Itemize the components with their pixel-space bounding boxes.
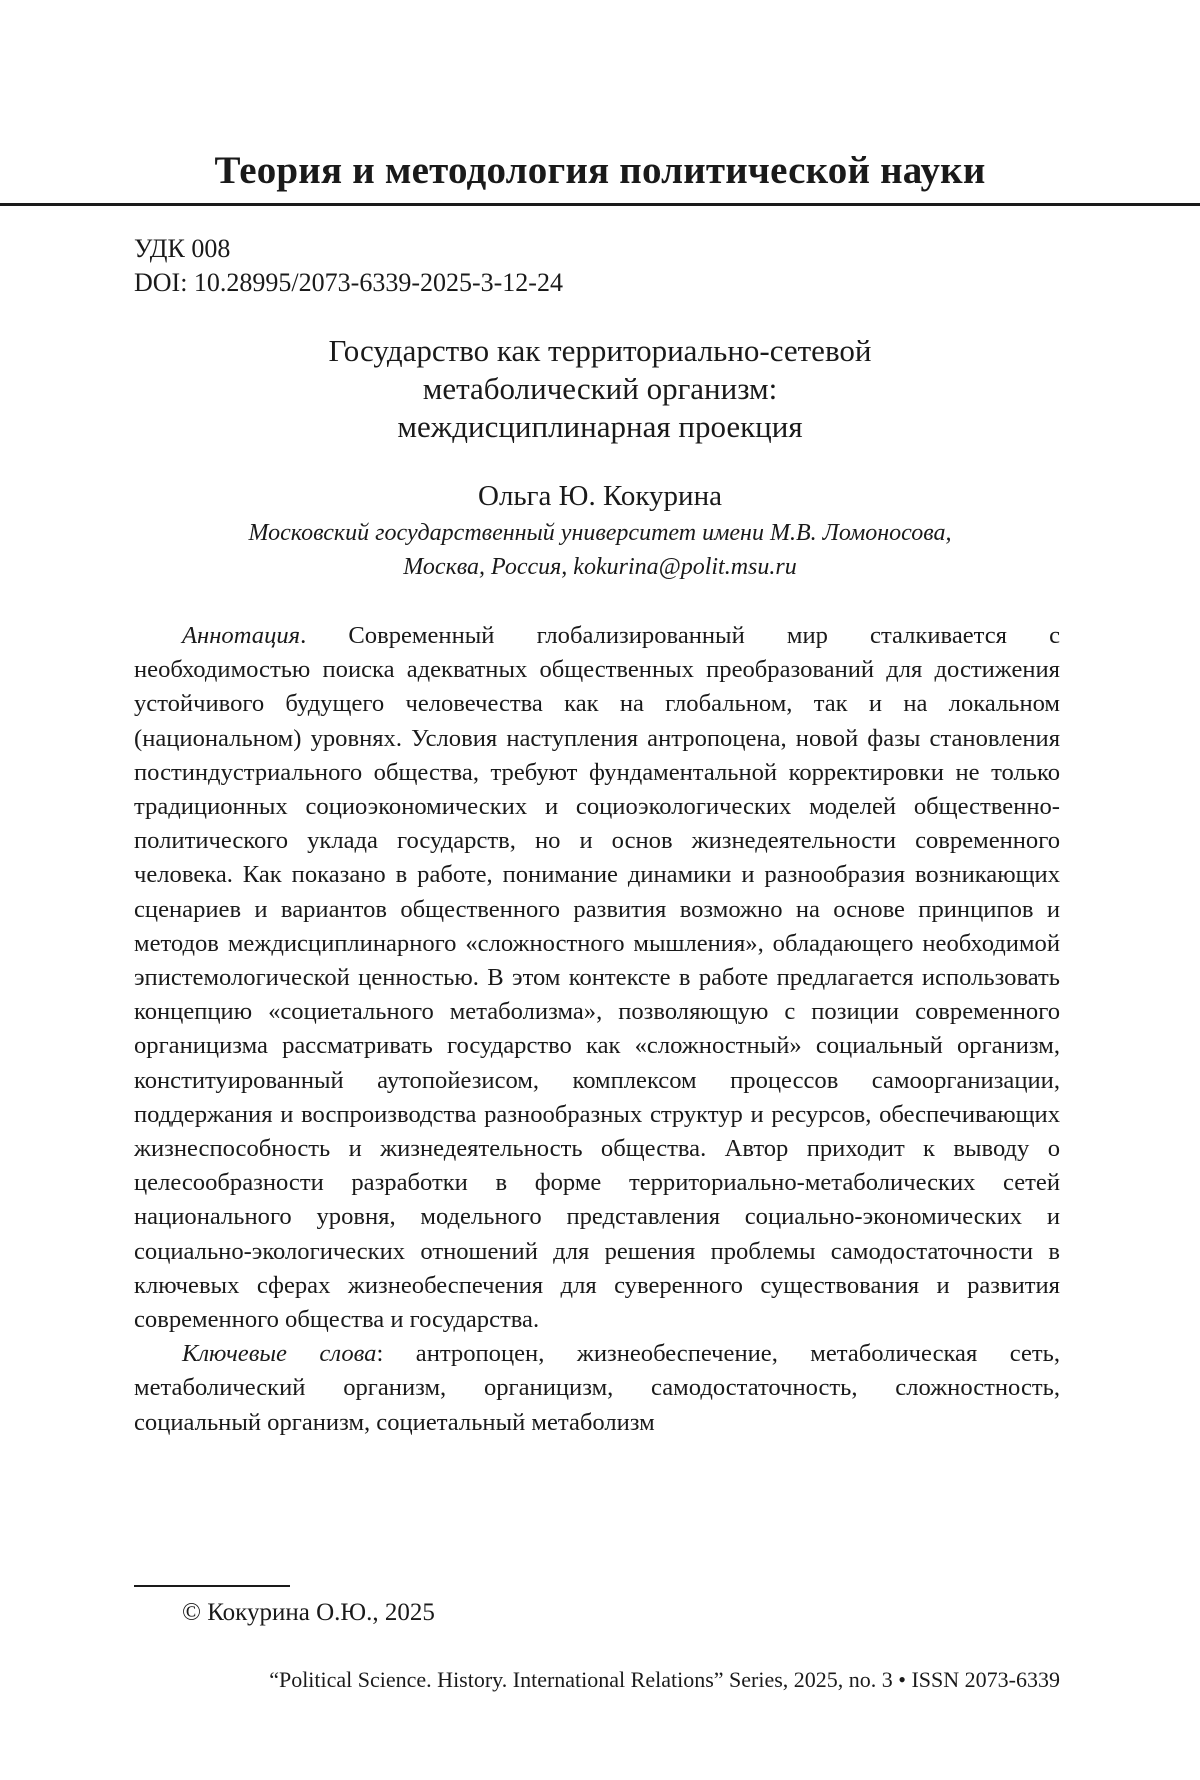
abstract-label-punct: . [300, 622, 348, 649]
author-name: Ольга Ю. Кокурина [150, 478, 1050, 514]
abstract-paragraph [134, 619, 1060, 1337]
copyright-notice: © Кокурина О.Ю., 2025 [182, 1597, 435, 1629]
udc-code: УДК 008 [134, 232, 563, 266]
article-title-line: Государство как территориально-сетевой [150, 332, 1050, 370]
keywords-label-punct: : [376, 1340, 415, 1367]
doi[interactable]: DOI: 10.28995/2073-6339-2025-3-12-24 [134, 266, 563, 300]
footnote-rule [134, 1585, 290, 1587]
keywords-text: антропоцен, жизнеобеспечение, метаболическая сеть, метаболический организм, органицизм, самодостаточность, слож­ностность, социальный организм, социетальный метаболизм [134, 1340, 1060, 1435]
section-title: Теория и методология политической науки [0, 150, 1200, 193]
journal-page [0, 0, 1200, 1780]
affiliation-line: Москва, Россия, kokurina@polit.msu.ru [150, 550, 1050, 584]
author-affiliation [150, 516, 1050, 584]
running-footer: “Political Science. History. International Relations” Series, 2025, no. 3 • ISSN 2073-6339 [134, 1665, 1060, 1695]
abstract-label: Аннотация [182, 622, 300, 649]
keywords-label: Ключевые слова [182, 1340, 376, 1367]
article-title-line: метаболический организм: [150, 370, 1050, 408]
abstract-text: Современный глобализированный мир сталкивается с необходимостью поиска адекватных общественных преобразований для достижения устойчивого будущего человечества как на глобальном, так и на локальном (национальном) уровнях. Условия наступления антропо­цена, новой фазы становления постиндустриального общества, требуют фундаментальной корректировки не только традиционных социоэконо­мических и социоэкологических моделей общественно-политического уклада государств, но и основ жизнедеятельности современного человека. Как показано в работе, понимание динамики и разнообразия возникаю­щих сценариев и вариантов общественного развития возможно на основе принципов и методов междисциплинарного «сложностного мышления», обладающего необходимой эпистемологической ценностью. В этом контексте в работе предлагается использовать концепцию «социеталь­ного метаболизма», позволяющую с позиции современного органицизма рассматривать государство как «сложностный» социальный организм, конституированный аутопойезисом, комплексом процессов самооргани­зации, поддержания и воспроизводства разнообразных структур и ресур­сов, обеспечивающих жизнеспособность и жизнедеятельность общества. Автор приходит к выводу о целесообразности разработки в форме тер­риториально-метаболических сетей национального уровня, модельного представления социально-экономических и социально-экологических отношений для решения проблемы самодостаточности в ключевых сферах жизнеобеспечения для суверенного существования и развития современ­ного общества и государства. [134, 622, 1060, 1333]
header-rule [0, 203, 1200, 206]
affiliation-line: Московский государственный университет имени М.В. Ломоносова, [150, 516, 1050, 550]
article-body [134, 619, 1060, 1440]
article-meta [134, 232, 563, 300]
keywords-paragraph [134, 1337, 1060, 1440]
article-title-line: междисциплинарная проекция [150, 408, 1050, 446]
article-title [150, 332, 1050, 446]
